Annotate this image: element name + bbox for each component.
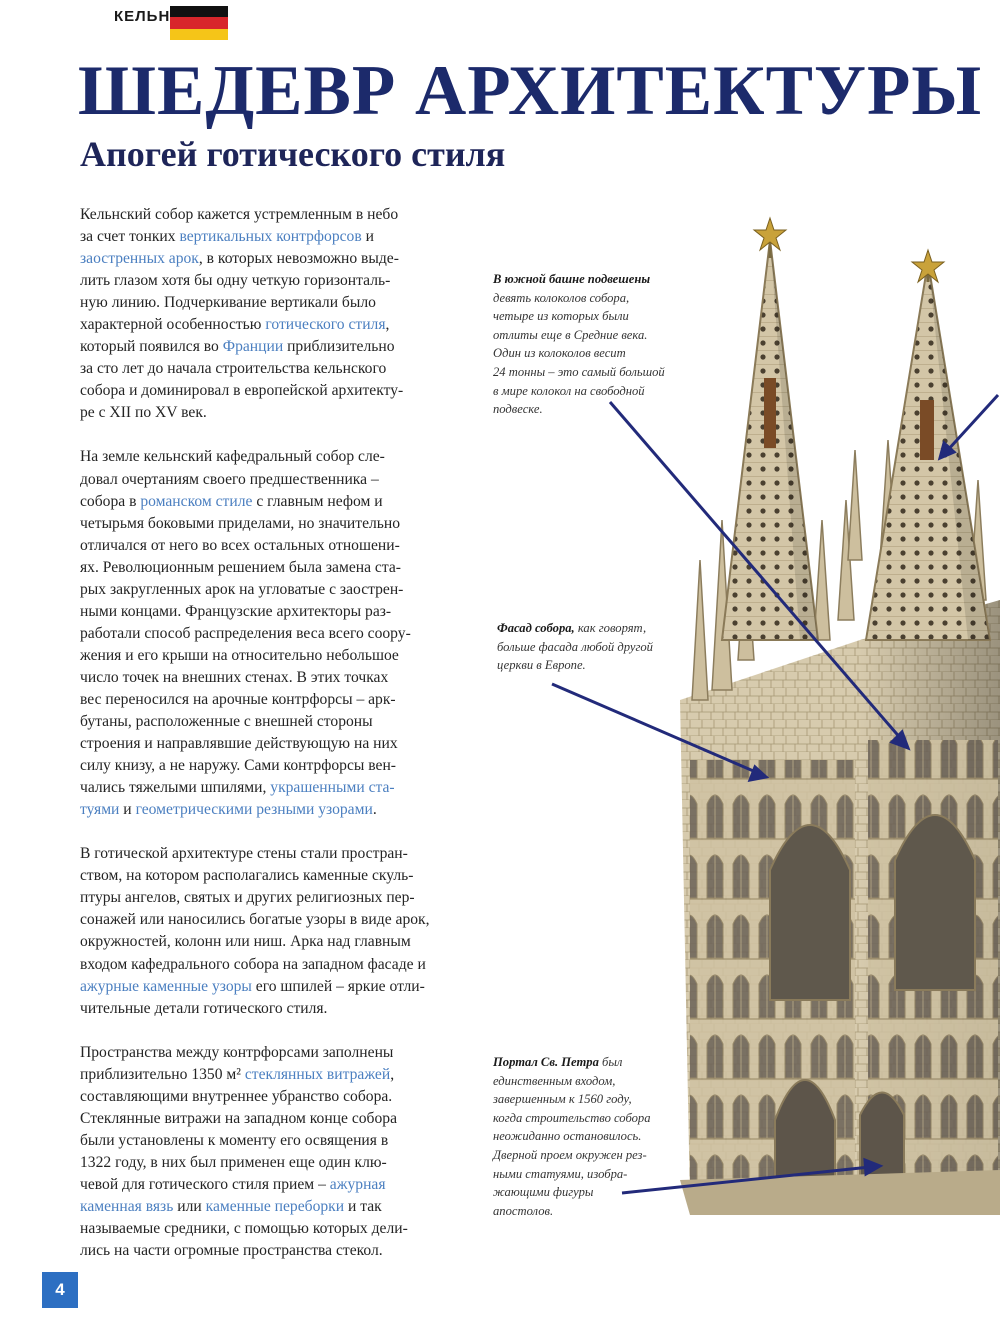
text-segment: единственным входом, xyxy=(493,1073,616,1088)
text-segment: апостолов. xyxy=(493,1203,554,1218)
text-segment: , xyxy=(385,316,390,334)
text-line xyxy=(493,326,665,345)
page-subtitle: Апогей готического стиля xyxy=(80,134,506,174)
text-segment: . xyxy=(372,801,377,819)
highlighted-term: ажурная xyxy=(329,1175,386,1193)
text-segment: Один из колоколов весит xyxy=(493,346,626,361)
text-line xyxy=(493,1202,651,1221)
text-segment: ную линию. Подчеркивание вертикали было xyxy=(80,294,376,312)
text-segment: окружностей, колонн или ниш. Арка над главным xyxy=(80,933,411,951)
text-line xyxy=(493,1165,651,1184)
highlighted-term: геометрическими резными узорами xyxy=(135,801,373,819)
highlighted-term: Франции xyxy=(222,338,284,356)
text-segment: в мире колокол на свободной xyxy=(493,383,645,398)
text-segment: приблизительно 1350 м² xyxy=(80,1065,245,1083)
text-segment: рых закругленных арок на угловатые с заострен- xyxy=(80,580,404,598)
highlighted-term: ажурные каменные узоры xyxy=(80,977,252,995)
text-segment: 1322 году, в них был применен еще один клю- xyxy=(80,1153,387,1171)
text-segment: ством, на котором располагались каменные скуль- xyxy=(80,867,414,885)
highlighted-term: вертикальных контрфорсов xyxy=(179,228,362,246)
text-segment: вес переносился на арочные контрфорсы – арк- xyxy=(80,690,396,708)
caption-bells xyxy=(493,270,665,419)
text-segment: характерной особенностью xyxy=(80,316,266,334)
text-segment: подвеске. xyxy=(493,402,543,417)
page-title: ШЕДЕВР АРХИТЕКТУРЫ xyxy=(78,52,983,130)
highlighted-term: туями xyxy=(80,801,120,819)
text-segment: лить глазом хотя бы одну четкую горизонталь- xyxy=(80,272,391,290)
highlighted-term: заостренных арок xyxy=(80,250,199,268)
text-segment: лись на части огромные пространства стекол. xyxy=(80,1242,383,1260)
highlighted-term: готического стиля xyxy=(265,316,386,334)
text-segment: чались тяжелыми шпилями, xyxy=(80,779,271,797)
text-segment: как говорят, xyxy=(574,621,647,635)
page-number-badge: 4 xyxy=(42,1272,78,1308)
text-segment: и так xyxy=(344,1197,382,1215)
text-segment: и xyxy=(119,801,136,819)
highlighted-term: стеклянных витражей xyxy=(244,1065,391,1083)
text-segment: собора в xyxy=(80,492,141,510)
text-segment: В южной башне подвешены xyxy=(493,272,651,286)
text-line xyxy=(493,363,665,382)
text-line xyxy=(493,289,665,308)
text-segment: называемые средники, с помощью которых дели- xyxy=(80,1220,408,1238)
text-line xyxy=(493,1146,651,1165)
text-segment: ях. Революционным решением была замена ста- xyxy=(80,558,401,576)
text-segment: за сто лет до начала строительства кельнского xyxy=(80,360,387,378)
text-segment: отлиты еще в Средние века. xyxy=(493,327,648,342)
text-segment: жения и его крыши на относительно небольшое xyxy=(80,646,399,664)
text-segment: Дверной проем окружен рез- xyxy=(493,1147,647,1162)
text-segment: Кельнский собор кажется устремленным в небо xyxy=(80,206,399,223)
text-segment: были установлены к моменту его освящения в xyxy=(80,1131,389,1149)
text-segment: 24 тонны – это самый большой xyxy=(493,364,665,379)
text-segment: отличался от него во всех остальных отношени- xyxy=(80,536,400,554)
text-segment: строения и направлявшие действующую на них xyxy=(80,735,398,753)
highlighted-term: каменные переборки xyxy=(205,1197,345,1215)
caption-portal xyxy=(493,1053,651,1220)
text-line xyxy=(493,1053,651,1072)
text-line xyxy=(493,1127,651,1146)
text-segment: сонажей или наносились богатые узоры в виде арок, xyxy=(80,911,430,929)
text-segment: Стеклянные витражи на западном конце собора xyxy=(80,1109,398,1127)
text-segment: птуры ангелов, святых и других религиозных пер- xyxy=(80,889,415,907)
text-segment: чительные детали готического стиля. xyxy=(80,999,328,1017)
text-segment: Пространства между контрфорсами заполнены xyxy=(80,1043,394,1061)
text-line xyxy=(493,307,665,326)
text-segment: бутаны, расположенные с внешней стороны xyxy=(80,713,373,731)
highlighted-term: украшенными ста- xyxy=(270,779,395,797)
text-segment: больше фасада любой другой xyxy=(497,639,653,654)
text-line xyxy=(497,656,653,675)
caption-facade xyxy=(497,619,653,675)
text-line xyxy=(493,1090,651,1109)
text-line xyxy=(493,400,665,419)
text-segment: который появился во xyxy=(80,338,223,356)
text-line xyxy=(493,270,665,289)
text-segment: завершенным к 1560 году, xyxy=(493,1092,632,1107)
text-segment: собора и доминировал в европейской архитекту- xyxy=(80,382,404,400)
text-line xyxy=(493,382,665,401)
text-segment: Портал Св. Петра xyxy=(493,1055,599,1069)
text-line xyxy=(497,638,653,657)
text-line xyxy=(493,1183,651,1202)
text-segment: был xyxy=(598,1055,623,1069)
text-segment: ре с XII по XV век. xyxy=(80,404,207,422)
text-segment: ными концами. Французские архитекторы раз- xyxy=(80,602,392,620)
text-segment: входом кафедрального собора на западном фасаде и xyxy=(80,955,426,973)
highlighted-term: каменная вязь xyxy=(80,1197,174,1215)
text-segment: за счет тонких xyxy=(80,228,180,246)
text-segment: четырьмя боковыми приделами, но значительно xyxy=(80,514,401,532)
text-line xyxy=(493,1109,651,1128)
text-segment: чевой для готического стиля прием – xyxy=(80,1175,330,1193)
text-segment: На земле кельнский кафедральный собор сле- xyxy=(80,448,385,466)
text-segment: число точек на внешних стенах. В этих точках xyxy=(80,668,389,686)
text-segment: его шпилей – яркие отли- xyxy=(251,977,425,995)
text-segment: церкви в Европе. xyxy=(497,658,586,673)
text-segment: приблизительно xyxy=(283,338,395,356)
text-segment: Фасад собора, xyxy=(497,621,575,635)
text-segment: ными статуями, изобра- xyxy=(493,1166,628,1181)
text-segment: четыре из которых были xyxy=(493,309,629,324)
text-line xyxy=(497,619,653,638)
text-segment: с главным нефом и xyxy=(252,492,383,510)
text-segment: неожиданно остановилось. xyxy=(493,1129,642,1144)
south-tower-spire xyxy=(866,250,990,640)
text-segment: довал очертаниям своего предшественника – xyxy=(80,470,379,488)
text-segment: силу книзу, а не наружу. Сами контрфорсы вен- xyxy=(80,757,397,775)
text-segment: В готической архитектуре стены стали простран- xyxy=(80,845,408,863)
text-segment: девять колоколов собора, xyxy=(493,290,630,305)
text-segment: , в которых невозможно выде- xyxy=(198,250,399,268)
text-segment: и xyxy=(361,228,374,246)
highlighted-term: романском стиле xyxy=(140,492,253,510)
text-line xyxy=(493,1072,651,1091)
text-segment: когда строительство собора xyxy=(493,1110,651,1125)
text-segment: составляющими внутреннее убранство собора. xyxy=(80,1087,393,1105)
text-segment: жающими фигуры xyxy=(493,1185,594,1200)
country-label: КЕЛЬН xyxy=(114,8,171,25)
text-line xyxy=(493,344,665,363)
text-segment: , xyxy=(390,1065,395,1083)
north-tower-spire xyxy=(722,218,818,640)
text-segment: или xyxy=(173,1197,206,1215)
text-segment: работали способ распределения веса всего соору- xyxy=(80,624,411,642)
